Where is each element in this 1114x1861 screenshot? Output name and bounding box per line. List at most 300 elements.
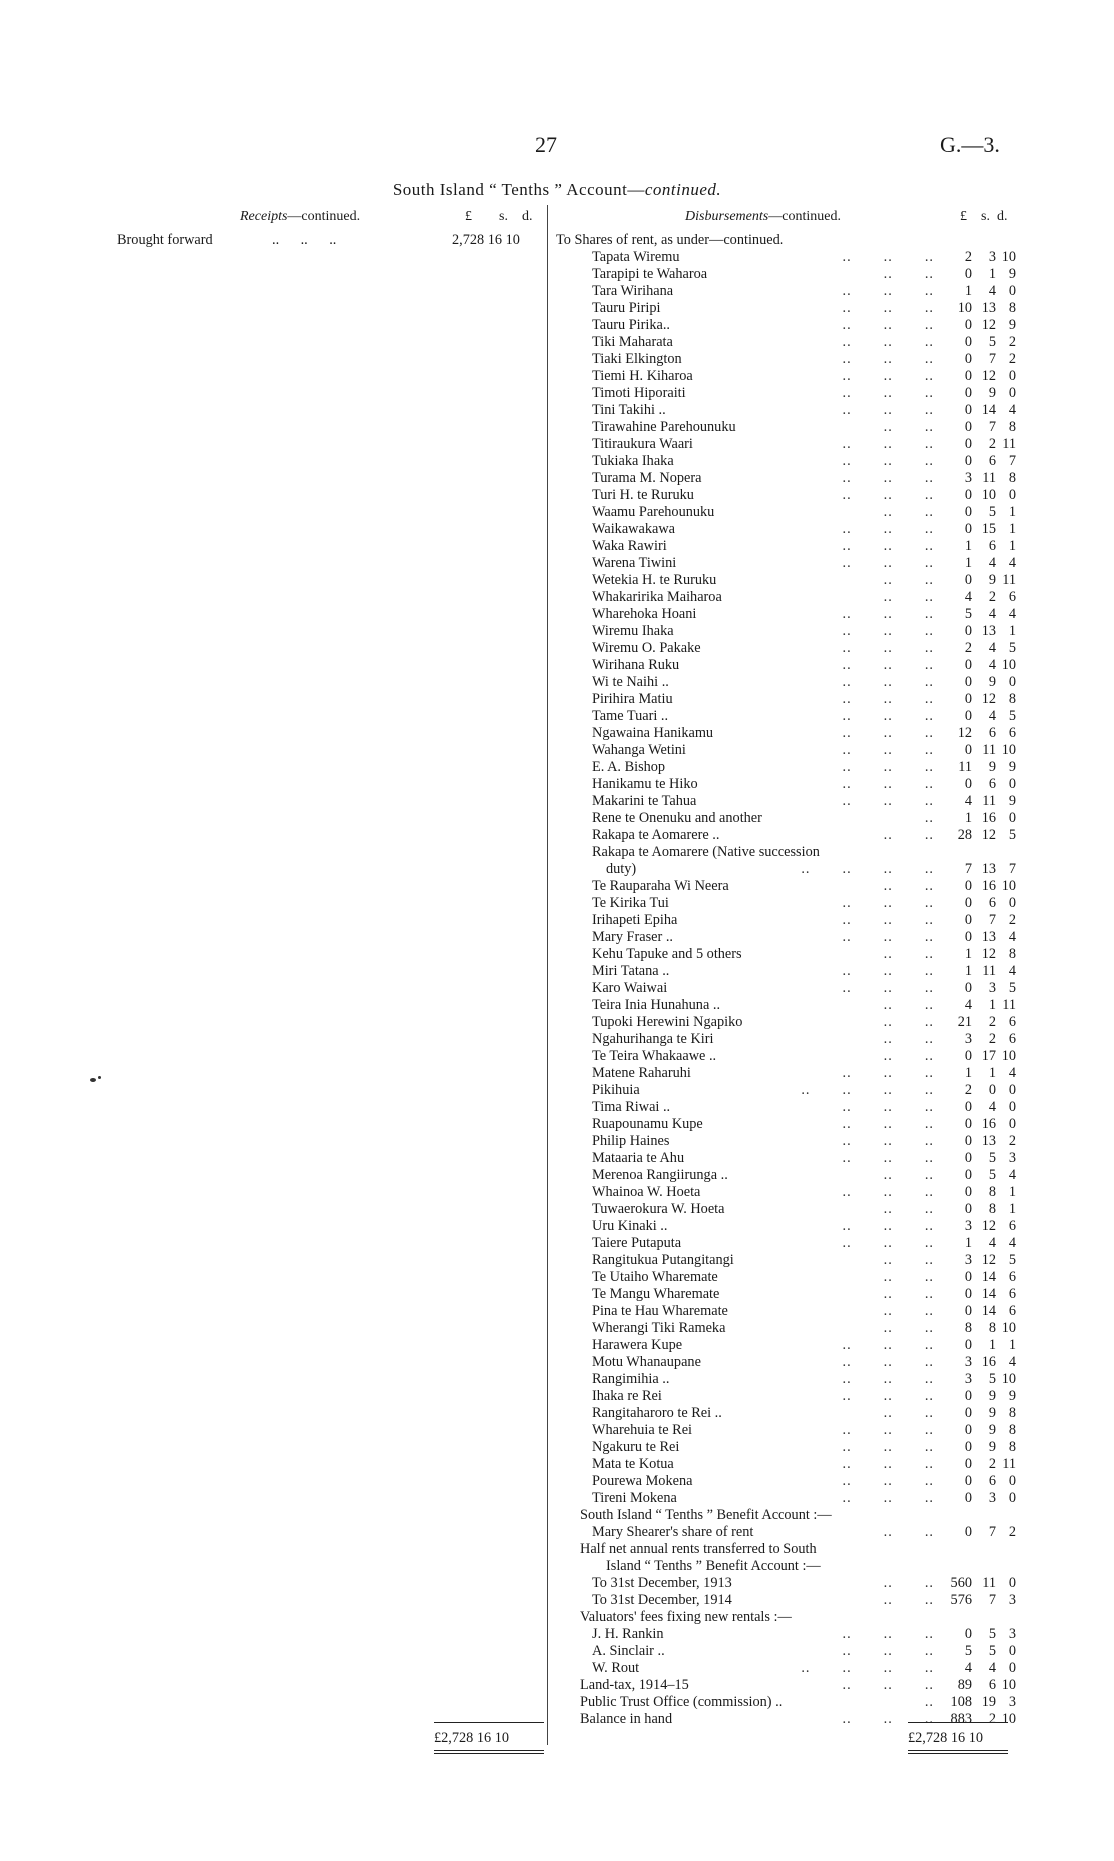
amount-pence: 9 bbox=[1008, 1388, 1016, 1404]
table-row bbox=[556, 1201, 1016, 1218]
amount-pounds: 0 bbox=[964, 368, 972, 384]
amount-pence: 6 bbox=[1008, 589, 1016, 605]
amount-shillings: 6 bbox=[988, 725, 996, 741]
row-label: Tiaki Elkington bbox=[592, 351, 682, 367]
table-row bbox=[556, 1014, 1016, 1031]
row-label: Tauru Piripi bbox=[592, 300, 661, 316]
row-label: Land-tax, 1914–15 bbox=[580, 1677, 689, 1693]
row-label: Tukiaka Ihaka bbox=[592, 453, 674, 469]
table-row bbox=[556, 266, 1016, 283]
row-leader-dots: .. .. .. bbox=[842, 453, 934, 469]
amount-pounds: 0 bbox=[964, 1150, 972, 1166]
amount-pence: 4 bbox=[1008, 1065, 1016, 1081]
amount-pounds: 0 bbox=[964, 385, 972, 401]
amount-pounds: 0 bbox=[964, 1201, 972, 1217]
row-label: Wi te Naihi .. bbox=[592, 674, 669, 690]
amount-pence: 6 bbox=[1008, 725, 1016, 741]
row-leader-dots: .. .. bbox=[883, 997, 934, 1013]
amount-pounds: 5 bbox=[964, 1643, 972, 1659]
amount-pence: 10 bbox=[1001, 742, 1016, 758]
row-leader-dots: .. .. .. bbox=[842, 606, 934, 622]
row-label: Wharehoka Hoani bbox=[592, 606, 697, 622]
amount-pence: 5 bbox=[1008, 708, 1016, 724]
amount-pounds: 0 bbox=[964, 453, 972, 469]
amount-shillings: 12 bbox=[981, 368, 996, 384]
row-leader-dots: .. .. .. bbox=[842, 980, 934, 996]
amount-shillings: 19 bbox=[981, 1694, 996, 1710]
amount-shillings: 13 bbox=[981, 1133, 996, 1149]
table-row bbox=[556, 300, 1016, 317]
amount-shillings: 1 bbox=[988, 1065, 996, 1081]
row-leader-dots: .. .. .. bbox=[842, 300, 934, 316]
row-label: Matene Raharuhi bbox=[592, 1065, 691, 1081]
amount-shillings: 9 bbox=[988, 385, 996, 401]
page-title-continued: continued. bbox=[644, 180, 722, 199]
row-leader-dots: .. .. .. bbox=[842, 1490, 934, 1506]
amount-pence: 5 bbox=[1008, 640, 1016, 656]
amount-shillings: 13 bbox=[981, 861, 996, 877]
amount-pounds: 0 bbox=[964, 1184, 972, 1200]
amount-pounds: 1 bbox=[964, 963, 972, 979]
amount-pence: 2 bbox=[1008, 351, 1016, 367]
row-leader-dots: .. .. .. bbox=[842, 640, 934, 656]
amount-pounds: 0 bbox=[964, 1099, 972, 1115]
row-label: Rakapa te Aomarere (Native succession bbox=[592, 844, 820, 860]
amount-pence: 9 bbox=[1008, 793, 1016, 809]
amount-pence: 4 bbox=[1008, 1235, 1016, 1251]
row-leader-dots: .. .. .. bbox=[842, 623, 934, 639]
amount-pence: 10 bbox=[1001, 1371, 1016, 1387]
amount-pounds: 0 bbox=[964, 895, 972, 911]
row-leader-dots: .. .. bbox=[883, 572, 934, 588]
amount-pounds: 2 bbox=[964, 249, 972, 265]
row-label: Tara Wirihana bbox=[592, 283, 674, 299]
amount-shillings: 1 bbox=[988, 997, 996, 1013]
amount-pounds: 0 bbox=[964, 691, 972, 707]
amount-shillings: 8 bbox=[988, 1184, 996, 1200]
row-label: Rangimihia .. bbox=[592, 1371, 670, 1387]
amount-shillings: 1 bbox=[988, 266, 996, 282]
amount-pounds: 0 bbox=[964, 878, 972, 894]
left-total-rule-top bbox=[434, 1722, 544, 1723]
table-row bbox=[556, 1269, 1016, 1286]
table-row bbox=[556, 1405, 1016, 1422]
row-leader-dots: .. .. .. bbox=[842, 1116, 934, 1132]
table-row bbox=[556, 1558, 1016, 1575]
row-label: Tupoki Herewini Ngapiko bbox=[592, 1014, 743, 1030]
table-row bbox=[556, 1609, 1016, 1626]
row-label: Wetekia H. te Ruruku bbox=[592, 572, 717, 588]
amount-shillings: 16 bbox=[981, 878, 996, 894]
amount-pence: 8 bbox=[1008, 470, 1016, 486]
row-label: Rangitukua Putangitangi bbox=[592, 1252, 734, 1268]
amount-shillings: 5 bbox=[988, 1167, 996, 1183]
amount-shillings: 13 bbox=[981, 623, 996, 639]
table-row bbox=[556, 572, 1016, 589]
amount-shillings: 5 bbox=[988, 1150, 996, 1166]
amount-pounds: 0 bbox=[964, 1269, 972, 1285]
amount-pence: 10 bbox=[1001, 657, 1016, 673]
document-reference: G.—3. bbox=[940, 132, 1000, 157]
row-leader-dots: .. .. bbox=[883, 1286, 934, 1302]
row-leader-dots: .. .. .. bbox=[842, 1473, 934, 1489]
row-label: Public Trust Office (commission) .. bbox=[580, 1694, 783, 1710]
amount-shillings: 0 bbox=[988, 1082, 996, 1098]
table-row bbox=[556, 1031, 1016, 1048]
amount-pence: 11 bbox=[1002, 436, 1016, 452]
table-row bbox=[556, 1337, 1016, 1354]
amount-shillings: 2 bbox=[988, 1456, 996, 1472]
row-leader-dots: .. .. bbox=[883, 504, 934, 520]
amount-pounds: 0 bbox=[964, 1524, 972, 1540]
table-row bbox=[556, 1133, 1016, 1150]
row-label: Tuwaerokura W. Hoeta bbox=[592, 1201, 725, 1217]
row-label: Whakaririka Maiharoa bbox=[592, 589, 722, 605]
row-label: Island “ Tenths ” Benefit Account :— bbox=[606, 1558, 821, 1574]
row-label: Tini Takihi .. bbox=[592, 402, 666, 418]
table-row bbox=[556, 1286, 1016, 1303]
row-label: Tame Tuari .. bbox=[592, 708, 669, 724]
row-label: A. Sinclair .. bbox=[592, 1643, 665, 1659]
row-leader-dots: .. .. .. bbox=[842, 1133, 934, 1149]
table-row bbox=[556, 793, 1016, 810]
row-leader-dots: .. .. .. bbox=[842, 776, 934, 792]
row-leader-dots: .. .. bbox=[883, 946, 934, 962]
amount-pounds: 11 bbox=[958, 759, 972, 775]
amount-shillings: 11 bbox=[982, 963, 996, 979]
row-label: Rene te Onenuku and another bbox=[592, 810, 762, 826]
amount-shillings: 14 bbox=[981, 1286, 996, 1302]
row-label: Warena Tiwini bbox=[592, 555, 677, 571]
row-leader-dots: .. .. .. bbox=[842, 674, 934, 690]
amount-pounds: 0 bbox=[964, 1286, 972, 1302]
amount-pounds: 4 bbox=[964, 589, 972, 605]
amount-shillings: 4 bbox=[988, 640, 996, 656]
table-row bbox=[556, 1490, 1016, 1507]
amount-pounds: 0 bbox=[964, 929, 972, 945]
table-row bbox=[556, 1592, 1016, 1609]
row-label: Taiere Putaputa bbox=[592, 1235, 682, 1251]
amount-pence: 8 bbox=[1008, 946, 1016, 962]
amount-pounds: 0 bbox=[964, 317, 972, 333]
table-row bbox=[556, 1626, 1016, 1643]
table-row bbox=[556, 1116, 1016, 1133]
table-row bbox=[556, 674, 1016, 691]
amount-pounds: 0 bbox=[964, 1626, 972, 1642]
amount-pounds: 4 bbox=[964, 793, 972, 809]
amount-shillings: 9 bbox=[988, 572, 996, 588]
row-leader-dots: .. .. bbox=[883, 1201, 934, 1217]
amount-shillings: 7 bbox=[988, 912, 996, 928]
row-label: Kehu Tapuke and 5 others bbox=[592, 946, 742, 962]
amount-pence: 1 bbox=[1008, 623, 1016, 639]
amount-pence: 1 bbox=[1008, 521, 1016, 537]
row-leader-dots: .. .. .. bbox=[842, 538, 934, 554]
row-leader-dots: .. .. .. bbox=[842, 1456, 934, 1472]
row-label: To Shares of rent, as under—continued. bbox=[556, 232, 784, 248]
amount-pence: 0 bbox=[1008, 895, 1016, 911]
row-leader-dots: .. .. .. bbox=[842, 742, 934, 758]
row-leader-dots: .. .. .. bbox=[842, 1184, 934, 1200]
amount-pounds: 0 bbox=[964, 402, 972, 418]
amount-pounds: 3 bbox=[964, 1354, 972, 1370]
table-row bbox=[556, 912, 1016, 929]
row-label: Turama M. Nopera bbox=[592, 470, 702, 486]
page-number: 27 bbox=[535, 132, 557, 157]
row-label: Tima Riwai .. bbox=[592, 1099, 671, 1115]
row-leader-dots: .. .. .. bbox=[842, 691, 934, 707]
table-row bbox=[556, 1354, 1016, 1371]
amount-shillings: 11 bbox=[982, 742, 996, 758]
amount-pence: 1 bbox=[1008, 1337, 1016, 1353]
amount-pounds: 3 bbox=[964, 470, 972, 486]
amount-shillings: 5 bbox=[988, 334, 996, 350]
paper-speck bbox=[90, 1078, 96, 1082]
amount-shillings: 4 bbox=[988, 708, 996, 724]
row-leader-dots: .. .. bbox=[883, 1320, 934, 1336]
amount-pounds: 4 bbox=[964, 997, 972, 1013]
amount-pounds: 560 bbox=[950, 1575, 972, 1591]
amount-pence: 9 bbox=[1008, 759, 1016, 775]
row-leader-dots: .. .. .. bbox=[842, 1677, 934, 1693]
amount-shillings: 3 bbox=[988, 249, 996, 265]
amount-pence: 0 bbox=[1008, 283, 1016, 299]
row-leader-dots: .. .. .. bbox=[842, 1711, 934, 1727]
row-leader-dots: .. .. .. bbox=[842, 895, 934, 911]
row-leader-dots: .. .. bbox=[883, 827, 934, 843]
row-leader-dots: .. .. .. bbox=[842, 929, 934, 945]
amount-shillings: 14 bbox=[981, 1269, 996, 1285]
table-row bbox=[556, 1660, 1016, 1677]
amount-shillings: 12 bbox=[981, 1218, 996, 1234]
amount-shillings: 4 bbox=[988, 283, 996, 299]
table-row bbox=[556, 1252, 1016, 1269]
row-label: Timoti Hiporaiti bbox=[592, 385, 686, 401]
amount-pence: 4 bbox=[1008, 555, 1016, 571]
table-row bbox=[556, 1473, 1016, 1490]
row-label: Miri Tatana .. bbox=[592, 963, 670, 979]
row-label: Wahanga Wetini bbox=[592, 742, 686, 758]
amount-pounds: 21 bbox=[957, 1014, 972, 1030]
row-label: W. Rout bbox=[592, 1660, 640, 1676]
row-label: Ngawaina Hanikamu bbox=[592, 725, 714, 741]
table-row bbox=[556, 997, 1016, 1014]
table-row bbox=[556, 708, 1016, 725]
table-row bbox=[556, 946, 1016, 963]
row-label: Tapata Wiremu bbox=[592, 249, 680, 265]
table-row bbox=[556, 657, 1016, 674]
table-row bbox=[556, 827, 1016, 844]
amount-shillings: 4 bbox=[988, 1660, 996, 1676]
table-row bbox=[556, 1065, 1016, 1082]
amount-pence: 1 bbox=[1008, 1201, 1016, 1217]
row-leader-dots: .. .. bbox=[883, 1031, 934, 1047]
amount-pence: 0 bbox=[1008, 1116, 1016, 1132]
row-leader-dots: .. .. bbox=[883, 1269, 934, 1285]
row-label: Valuators' fees fixing new rentals :— bbox=[580, 1609, 792, 1625]
amount-shillings: 9 bbox=[988, 1439, 996, 1455]
amount-shillings: 2 bbox=[988, 589, 996, 605]
row-label: Half net annual rents transferred to South bbox=[580, 1541, 817, 1557]
table-row bbox=[556, 470, 1016, 487]
amount-pence: 10 bbox=[1001, 1711, 1016, 1727]
amount-pounds: 0 bbox=[964, 657, 972, 673]
row-leader-dots: .. .. .. bbox=[842, 1371, 934, 1387]
amount-shillings: 5 bbox=[988, 1643, 996, 1659]
amount-pounds: 5 bbox=[964, 606, 972, 622]
amount-pence: 0 bbox=[1008, 487, 1016, 503]
amount-pounds: 3 bbox=[964, 1218, 972, 1234]
table-row bbox=[556, 504, 1016, 521]
row-label: Motu Whanaupane bbox=[592, 1354, 701, 1370]
row-label: Pikihuia bbox=[592, 1082, 640, 1098]
amount-shillings: 15 bbox=[981, 521, 996, 537]
row-label: Te Teira Whakaawe .. bbox=[592, 1048, 717, 1064]
right-total-rule-bottom-1 bbox=[908, 1750, 1008, 1751]
receipts-heading-suffix: —continued. bbox=[287, 209, 361, 224]
amount-pounds: 0 bbox=[964, 742, 972, 758]
row-leader-dots: .. .. .. bbox=[842, 759, 934, 775]
amount-shillings: 7 bbox=[988, 1524, 996, 1540]
table-row bbox=[556, 487, 1016, 504]
disbursements-heading bbox=[685, 209, 841, 225]
table-row bbox=[556, 538, 1016, 555]
amount-shillings: 2 bbox=[988, 436, 996, 452]
amount-pounds: 0 bbox=[964, 1439, 972, 1455]
row-label: Te Utaiho Wharemate bbox=[592, 1269, 718, 1285]
row-label: Tiemi H. Kiharoa bbox=[592, 368, 693, 384]
row-label: J. H. Rankin bbox=[592, 1626, 664, 1642]
amount-pence: 6 bbox=[1008, 1286, 1016, 1302]
row-label: Mary Shearer's share of rent bbox=[592, 1524, 754, 1540]
table-row bbox=[556, 1677, 1016, 1694]
left-total-rule-bottom-1 bbox=[434, 1750, 544, 1751]
row-label: Mata te Kotua bbox=[592, 1456, 674, 1472]
amount-pence: 11 bbox=[1002, 572, 1016, 588]
amount-pence: 2 bbox=[1008, 912, 1016, 928]
amount-pounds: 0 bbox=[964, 674, 972, 690]
table-row bbox=[556, 1711, 1016, 1728]
row-label: Mary Fraser .. bbox=[592, 929, 673, 945]
amount-shillings: 13 bbox=[981, 929, 996, 945]
amount-pence: 5 bbox=[1008, 980, 1016, 996]
table-row bbox=[556, 1439, 1016, 1456]
row-label: Tireni Mokena bbox=[592, 1490, 677, 1506]
table-row bbox=[556, 640, 1016, 657]
row-leader-dots: .. .. .. .. bbox=[801, 1660, 934, 1676]
right-total-rule-bottom-2 bbox=[908, 1753, 1008, 1754]
row-leader-dots: .. .. .. bbox=[842, 1150, 934, 1166]
row-label: Mataaria te Ahu bbox=[592, 1150, 685, 1166]
table-row bbox=[556, 589, 1016, 606]
row-label: Pirihira Matiu bbox=[592, 691, 673, 707]
row-label: Hanikamu te Hiko bbox=[592, 776, 698, 792]
amount-shillings: 6 bbox=[988, 538, 996, 554]
amount-pence: 0 bbox=[1008, 1082, 1016, 1098]
table-row bbox=[556, 402, 1016, 419]
amount-shillings: 5 bbox=[988, 1626, 996, 1642]
amount-pounds: 2 bbox=[964, 1082, 972, 1098]
amount-pounds: 0 bbox=[964, 351, 972, 367]
amount-shillings: 4 bbox=[988, 606, 996, 622]
amount-pence: 0 bbox=[1008, 385, 1016, 401]
amount-pence: 10 bbox=[1001, 1677, 1016, 1693]
amount-shillings: 3 bbox=[988, 1490, 996, 1506]
row-leader-dots: .. .. .. bbox=[842, 402, 934, 418]
amount-shillings: 4 bbox=[988, 555, 996, 571]
amount-shillings: 6 bbox=[988, 1677, 996, 1693]
table-row bbox=[556, 810, 1016, 827]
row-leader-dots: .. .. .. bbox=[842, 963, 934, 979]
amount-shillings: 9 bbox=[988, 1405, 996, 1421]
row-label: Merenoa Rangiirunga .. bbox=[592, 1167, 728, 1183]
row-label: South Island “ Tenths ” Benefit Account :— bbox=[580, 1507, 832, 1523]
amount-pounds: 0 bbox=[964, 1133, 972, 1149]
row-leader-dots: .. .. .. bbox=[842, 1626, 934, 1642]
table-row bbox=[556, 453, 1016, 470]
amount-pence: 1 bbox=[1008, 1184, 1016, 1200]
table-row bbox=[556, 436, 1016, 453]
row-leader-dots: .. .. .. bbox=[842, 1065, 934, 1081]
table-row bbox=[556, 351, 1016, 368]
table-row bbox=[556, 1082, 1016, 1099]
receipts-currency-pounds: £ bbox=[465, 209, 472, 224]
table-row bbox=[556, 521, 1016, 538]
row-label: Ruapounamu Kupe bbox=[592, 1116, 703, 1132]
amount-shillings: 12 bbox=[981, 946, 996, 962]
column-divider bbox=[547, 205, 548, 1745]
amount-pence: 3 bbox=[1008, 1626, 1016, 1642]
table-row bbox=[556, 368, 1016, 385]
amount-shillings: 11 bbox=[982, 793, 996, 809]
receipts-heading bbox=[240, 209, 360, 225]
amount-pounds: 0 bbox=[964, 1405, 972, 1421]
amount-pounds: 0 bbox=[964, 1456, 972, 1472]
amount-pounds: 1 bbox=[964, 1065, 972, 1081]
row-label: Irihapeti Epiha bbox=[592, 912, 678, 928]
amount-pence: 0 bbox=[1008, 1490, 1016, 1506]
row-leader-dots: .. .. .. bbox=[842, 555, 934, 571]
row-leader-dots: .. .. bbox=[883, 1575, 934, 1591]
amount-shillings: 7 bbox=[988, 419, 996, 435]
amount-pounds: 0 bbox=[964, 419, 972, 435]
table-row bbox=[556, 742, 1016, 759]
row-leader-dots: .. .. bbox=[883, 1048, 934, 1064]
table-row bbox=[556, 1320, 1016, 1337]
row-label: Pourewa Mokena bbox=[592, 1473, 693, 1489]
amount-pence: 10 bbox=[1001, 1320, 1016, 1336]
row-label: Balance in hand bbox=[580, 1711, 673, 1727]
row-leader-dots: .. .. .. bbox=[842, 1439, 934, 1455]
amount-pounds: 1 bbox=[964, 555, 972, 571]
table-row bbox=[556, 844, 1016, 861]
row-label: Turi H. te Ruruku bbox=[592, 487, 694, 503]
amount-pence: 2 bbox=[1008, 334, 1016, 350]
row-leader-dots: .. .. .. bbox=[842, 1099, 934, 1115]
row-label: Ngahurihanga te Kiri bbox=[592, 1031, 714, 1047]
row-leader-dots: .. .. bbox=[883, 589, 934, 605]
amount-pounds: 883 bbox=[950, 1711, 972, 1727]
row-leader-dots: .. .. bbox=[883, 419, 934, 435]
amount-shillings: 16 bbox=[981, 1116, 996, 1132]
row-label: Te Kirika Tui bbox=[592, 895, 669, 911]
amount-pounds: 0 bbox=[964, 1388, 972, 1404]
amount-pence: 2 bbox=[1008, 1524, 1016, 1540]
row-leader-dots: .. bbox=[924, 810, 934, 826]
table-row bbox=[556, 776, 1016, 793]
amount-pence: 11 bbox=[1002, 1456, 1016, 1472]
amount-shillings: 12 bbox=[981, 1252, 996, 1268]
